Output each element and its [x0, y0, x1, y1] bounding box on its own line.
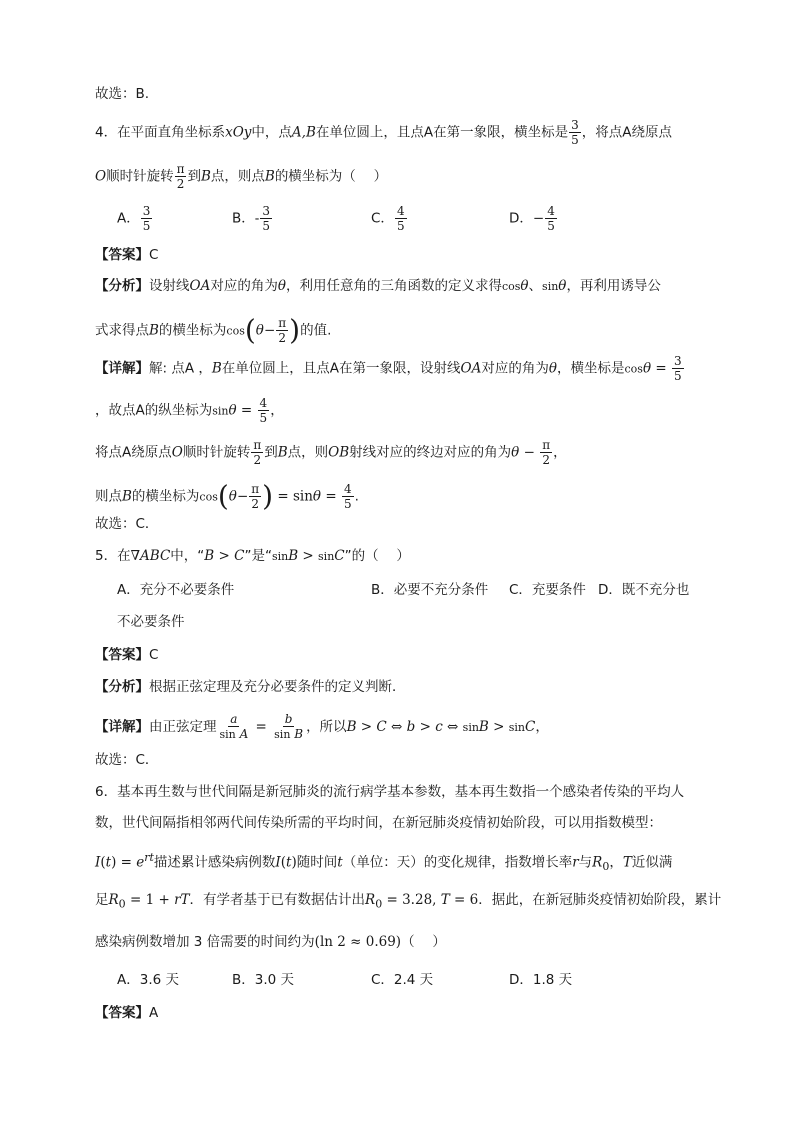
q4-choose [95, 514, 158, 534]
text: 中，“ [170, 548, 205, 564]
text: ， [609, 854, 623, 871]
q6-line-2 [95, 813, 662, 833]
q6-line-5: 感染病例数增加 3 倍需要的时间约为(ln 2 ≈ 0.69)（ ） [95, 934, 446, 950]
text: 与 [578, 854, 593, 871]
q4-detail-2: ，故点A的纵坐标为sinθ = $\frac{4}{5}$ ， [95, 396, 284, 425]
text: 近似满 [631, 854, 673, 871]
q5-option-b [371, 580, 488, 600]
q6-option-b [232, 970, 294, 990]
text: ，将点A绕原点 [581, 124, 673, 141]
text: 数，世代间隔指相邻两代间传染所需的平均时间，在新冠肺炎疫情初始阶段，可以用指数模型： [95, 815, 662, 831]
text: A．3.6 天 [117, 972, 179, 988]
text: ，横坐标是 [557, 360, 625, 377]
text: 在单位圆上，且点A在第一象限，设射线 [221, 360, 461, 377]
text: 到 [264, 444, 278, 461]
text: 则点 [95, 488, 122, 505]
text: （ ） [401, 934, 446, 950]
text: B．3.0 天 [232, 972, 295, 988]
q6-line-4: 足$R_0 = 1$ + rT．有学者基于已有数据估计出$R_0 = 3.28$, T = 6．据此，在新冠肺炎疫情初始阶段，累计 [95, 892, 722, 911]
text: 的横坐标为 [158, 322, 227, 339]
text: 描述累计感染病例数 [153, 854, 276, 871]
text: 对应的角为 [210, 278, 278, 294]
text: 将点A绕原点 [95, 444, 172, 461]
text: ，故点A的纵坐标为 [95, 402, 213, 419]
q4-option-a: A． $\frac{3}{5}$ [117, 204, 151, 233]
text: C [149, 247, 159, 263]
analysis-label: 【分析】 [95, 679, 149, 695]
q6-line-1 [95, 782, 684, 802]
text: 根据正弦定理及充分必要条件的定义判断． [149, 679, 406, 695]
text: 随时间 [296, 854, 338, 871]
choose-b-line [95, 84, 149, 104]
q5-option-a [117, 580, 234, 600]
q5-option-d-cont [117, 612, 185, 632]
detail-label: 【详解】 [95, 360, 149, 377]
text: D．1.8 天 [509, 972, 573, 988]
text: A [149, 1005, 159, 1021]
q4-option-d: D．− $\frac{4}{5}$ [509, 204, 555, 233]
detail-label: 【详解】 [95, 719, 149, 735]
q6-answer [95, 1003, 158, 1023]
q4-option-b: B．- $\frac{3}{5}$ [232, 204, 270, 233]
q5-option-d [598, 580, 689, 600]
text: 的值. [300, 322, 332, 339]
text: 6．基本再生数与世代间隔是新冠肺炎的流行病学基本参数，基本再生数指一个感染者传染的平均人 [95, 784, 685, 800]
q4-line-1 [95, 118, 672, 147]
q4-analysis-1: 【分析】设射线OA对应的角为θ，利用任意角的三角函数的定义求得cosθ、sinθ，再利用诱导公 [95, 278, 661, 294]
text: 对应的角为 [481, 360, 549, 377]
text: ，再利用诱导公 [566, 278, 661, 294]
text: ，利用任意角的三角函数的定义求得 [285, 278, 502, 294]
q5-option-c [509, 580, 586, 600]
text: 设射线 [149, 278, 190, 294]
text: 感染病例数增加 3 倍需要的时间约为 [95, 934, 315, 950]
text: 的横坐标为 [131, 488, 200, 505]
text: 4．在平面直角坐标系 [95, 124, 226, 141]
text: 解: 点A ， [149, 360, 212, 377]
text: C [149, 647, 159, 663]
math: xOy [225, 124, 252, 141]
text: C．2.4 天 [371, 972, 434, 988]
text: 足 [95, 892, 109, 908]
q5-choose [95, 750, 158, 770]
text: 的横坐标为（ ） [274, 168, 388, 185]
text: ，所以 [306, 719, 347, 735]
math: A,B [291, 124, 316, 141]
text: 故选：C． [95, 752, 159, 768]
text: A． [117, 210, 140, 227]
text: B．必要不充分条件 [371, 582, 489, 598]
text: （单位：天）的变化规律，指数增长率 [342, 854, 573, 871]
text: 到 [187, 168, 201, 185]
answer-label: 【答案】 [95, 647, 149, 663]
text: 5．在 [95, 548, 131, 564]
text: 、 [528, 278, 543, 294]
text: 点，则点 [210, 168, 265, 185]
q5-answer [95, 645, 158, 665]
text: 在单位圆上，且点A在第一象限，横坐标是 [315, 124, 569, 141]
text: 故选：B. [95, 86, 150, 102]
text: 顺时针旋转 [182, 444, 251, 461]
text: 故选：C． [95, 516, 159, 532]
q5-analysis [95, 677, 406, 697]
text: 中，点 [251, 124, 292, 141]
q5-detail: 【详解】由正弦定理 $\frac{a}{\text{sin A}}$ = $\frac{b}{\text{sin B}}$ ，所以B > C ⇔ b > c ⇔ sinB > sinC， [95, 712, 549, 741]
text: ”的（ ） [344, 548, 410, 564]
q6-line-3: $I(t) = e^{rt}$描述累计感染病例数I(t)随时间t（单位：天）的变化规律，指数增长率r与$R_0$，T近似满 [95, 851, 673, 874]
fraction: $\frac{\pi}{2}$ [176, 162, 185, 191]
answer-label: 【答案】 [95, 1005, 149, 1021]
q4-analysis-2: 式求得点B的横坐标为cos(θ− $\frac{\pi}{2}$ )的值. [95, 313, 332, 347]
q4-answer [95, 245, 158, 265]
text: 式求得点 [95, 322, 149, 339]
analysis-label: 【分析】 [95, 278, 149, 294]
text: B． [232, 210, 255, 227]
text: ．有学者基于已有数据估计出 [189, 892, 366, 908]
q4-detail-3: 将点A绕原点O顺时针旋转 $\frac{\pi}{2}$ 到B点，则OB射线对应的终边对应的角为θ − $\frac{\pi}{2}$ ， [95, 438, 567, 467]
text: 顺时针旋转 [106, 168, 174, 185]
fraction: $\frac{3}{5}$ [571, 118, 579, 147]
math: O [95, 168, 107, 185]
text: 射线对应的终边对应的角为 [349, 444, 512, 461]
text: ．据此，在新冠肺炎疫情初始阶段，累计 [478, 892, 722, 908]
q4-option-c: C． $\frac{4}{5}$ [371, 204, 405, 233]
answer-label: 【答案】 [95, 247, 149, 263]
q4-line-2: O顺时针旋转 $\frac{\pi}{2}$ 到B点，则点B的横坐标为（ ） [95, 162, 388, 191]
q4-detail-1: 【详解】解: 点A ，B在单位圆上，且点A在第一象限，设射线OA对应的角为θ，横坐标是cosθ = $\frac{3}{5}$ [95, 354, 682, 383]
text: ”是“ [244, 548, 272, 564]
q6-option-a [117, 970, 179, 990]
q4-detail-4: 则点B的横坐标为cos(θ− $\frac{\pi}{2}$ ) = sinθ = $\frac{4}{5}$ . [95, 479, 359, 513]
q6-option-d [509, 970, 572, 990]
text: 不必要条件 [117, 614, 185, 630]
text: D． [509, 210, 533, 227]
text: A．充分不必要条件 [117, 582, 235, 598]
text: C． [371, 210, 394, 227]
text: 由正弦定理 [149, 719, 217, 735]
q6-option-c [371, 970, 433, 990]
text: D．既不充分也 [598, 582, 690, 598]
text: C．充要条件 [509, 582, 586, 598]
text: 点，则 [287, 444, 329, 461]
q5-line-1: 5．在∇ABC中，“B > C”是“sinB > sinC”的（ ） [95, 548, 410, 564]
